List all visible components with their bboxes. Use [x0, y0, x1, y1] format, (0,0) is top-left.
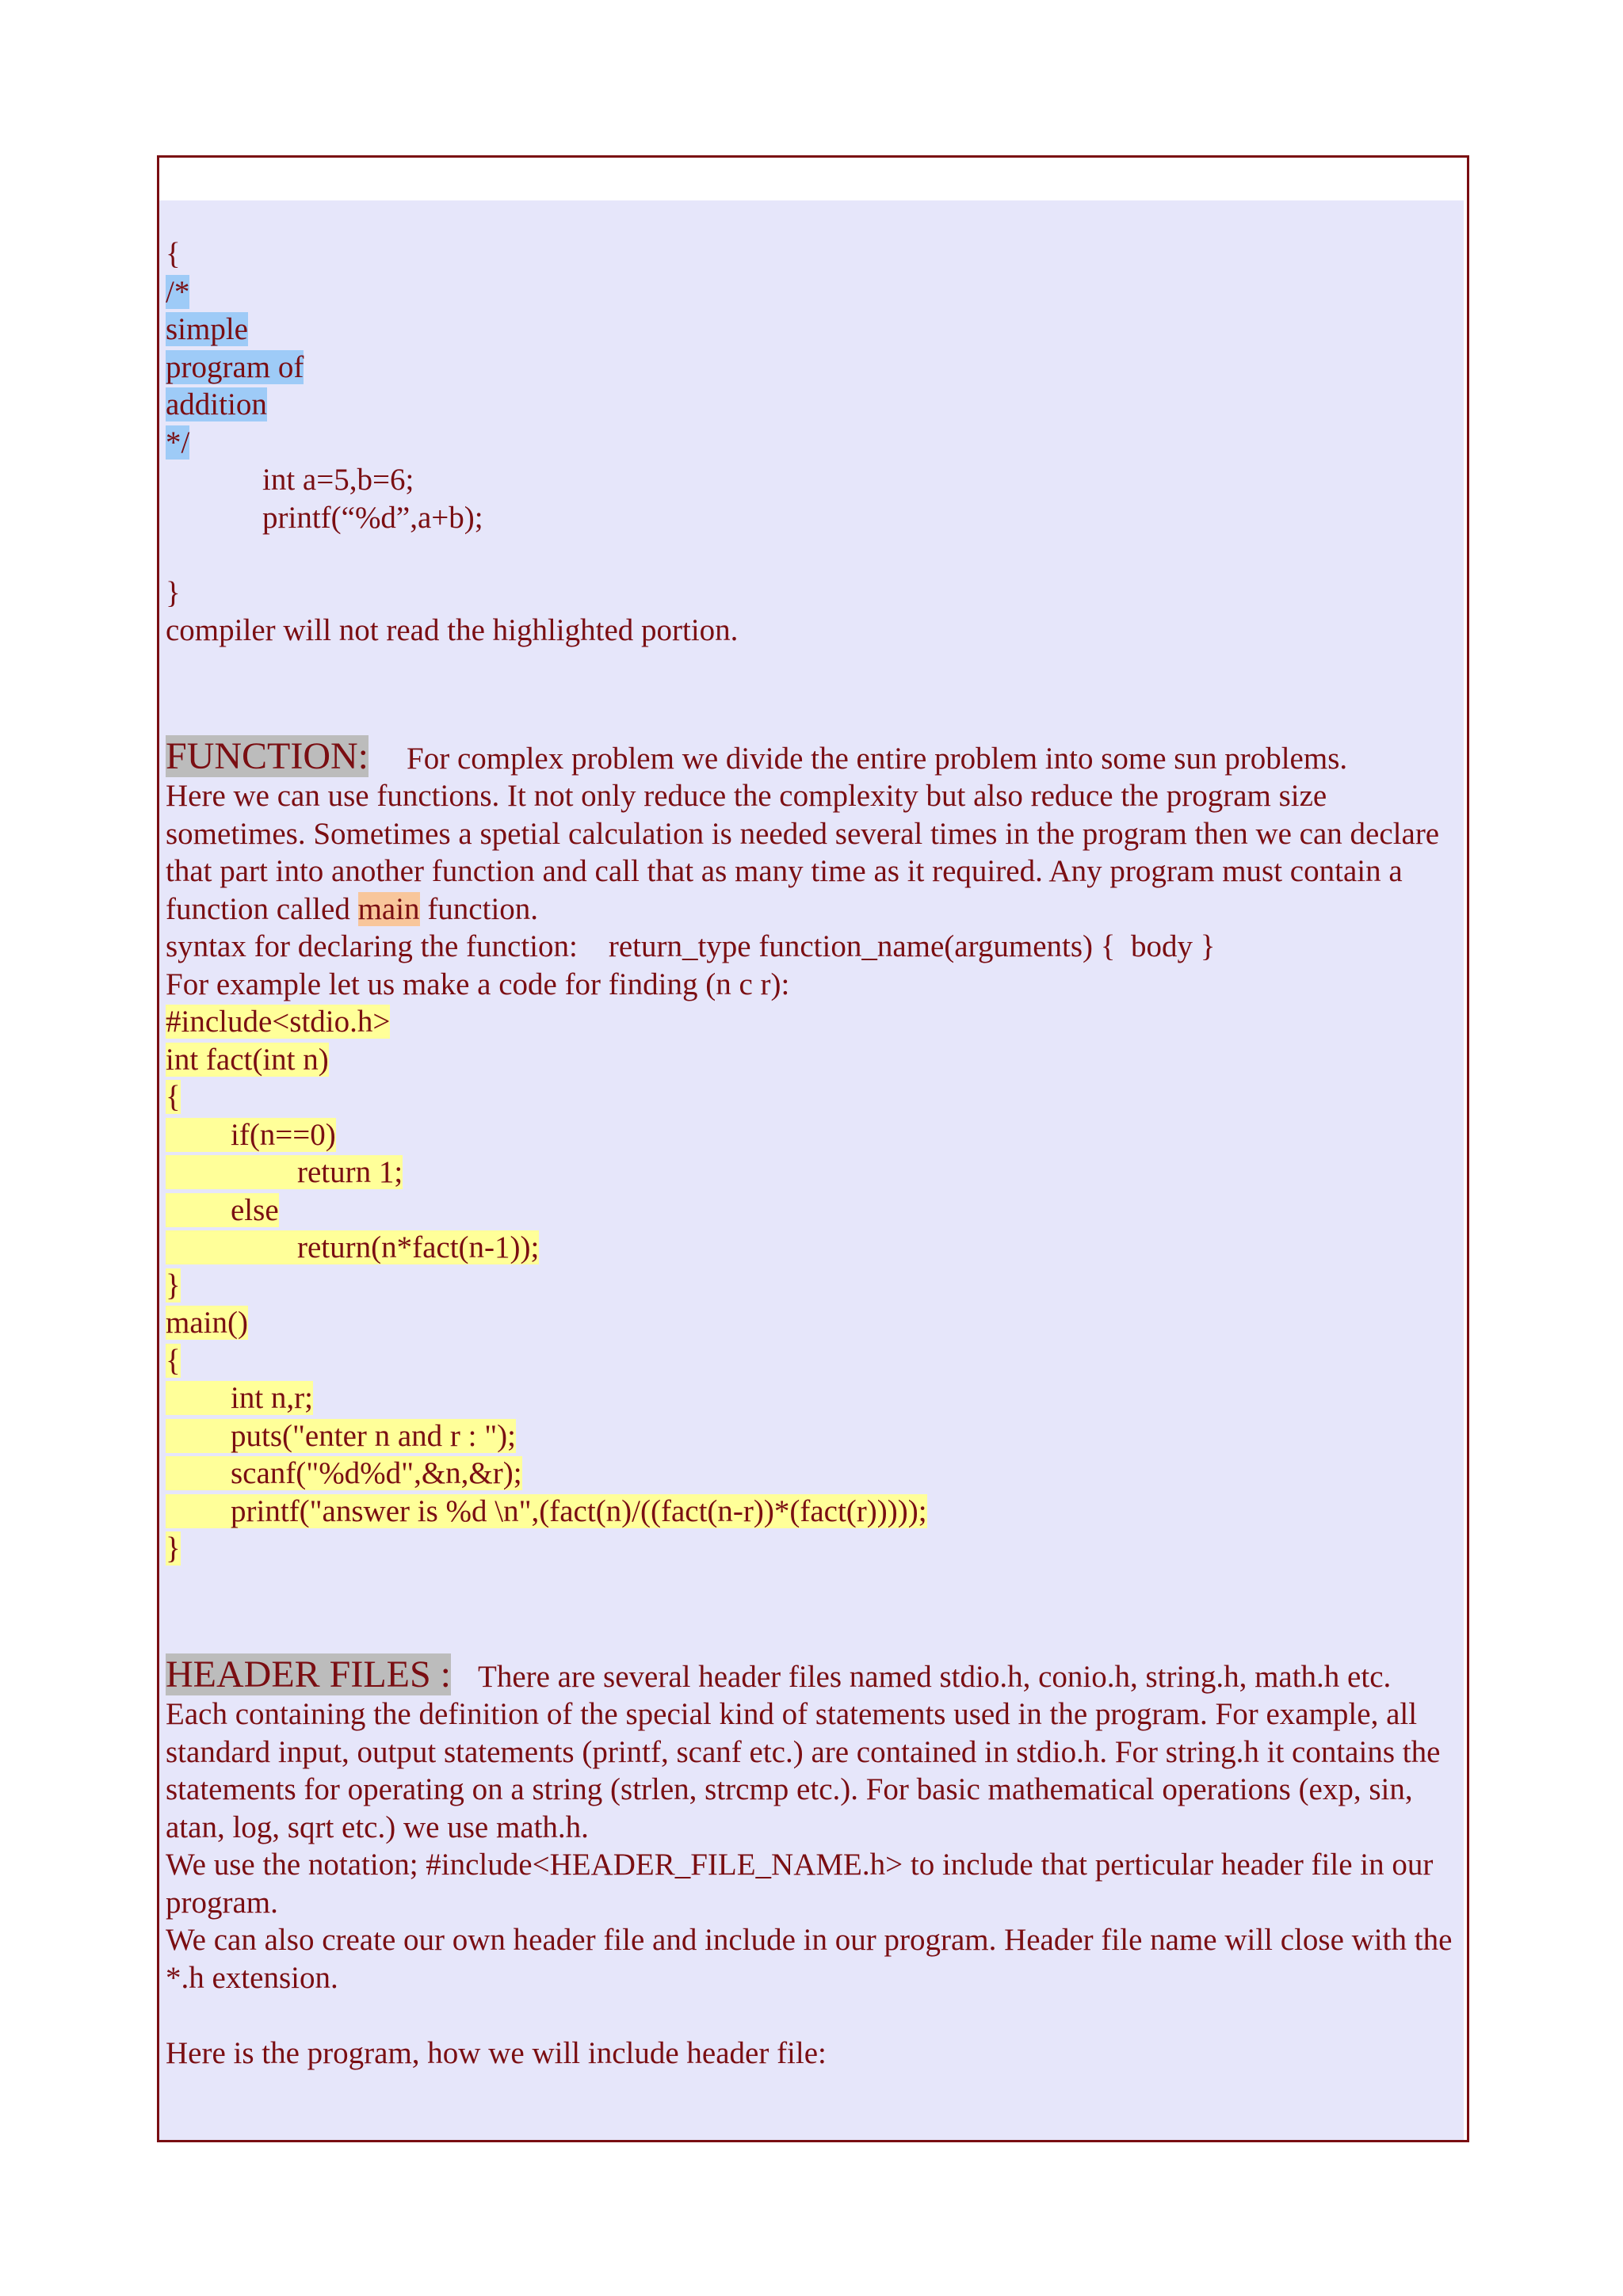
- code-line: }: [166, 1268, 181, 1302]
- code-line: int n,r;: [166, 1381, 313, 1415]
- code-line: return(n*fact(n-1));: [166, 1230, 539, 1264]
- brace-open: {: [166, 237, 181, 271]
- document-content: [159, 200, 1464, 2140]
- comment-line: program of: [166, 349, 304, 384]
- header-paragraph-3: We can also create our own header file and include in our program. Header file name will close with the *.h extension.: [166, 1923, 1453, 1995]
- function-heading: FUNCTION:: [166, 734, 369, 777]
- code-line: puts("enter n and r : ");: [166, 1419, 516, 1453]
- code-line: {: [166, 1080, 181, 1114]
- comment-note: compiler will not read the highlighted portion.: [166, 613, 739, 647]
- code-line: return 1;: [166, 1155, 403, 1189]
- header-files-heading-row: [166, 1654, 1464, 1696]
- code-line: printf(“%d”,a+b);: [262, 500, 483, 535]
- code-line: {: [166, 1343, 181, 1378]
- function-intro: For complex problem we divide the entire problem into some sun problems.: [407, 741, 1348, 776]
- page-frame: [157, 155, 1469, 2142]
- function-paragraph-end: function.: [427, 891, 539, 926]
- code-line: main(): [166, 1306, 248, 1340]
- code-line: }: [166, 1531, 181, 1566]
- comment-line: */: [166, 425, 190, 460]
- header-paragraph-1: Each containing the definition of the special kind of statements used in the program. For example, all standard input, output statements (printf, scanf etc.) are contained in stdio.h. For string.h it contains the statements for operating on a string (strlen, strcmp etc.). For basic mathematical operations (exp, sin, atan, log, sqrt etc.) we use math.h.: [166, 1697, 1441, 1844]
- header-paragraph-2: We use the notation; #include<HEADER_FILE_NAME.h> to include that perticular header file in our program.: [166, 1848, 1434, 1920]
- code-line: int a=5,b=6;: [262, 463, 414, 497]
- header-paragraph-4: Here is the program, how we will include header file:: [166, 2035, 827, 2070]
- code-line: scanf("%d%d",&n,&r);: [166, 1456, 522, 1490]
- main-keyword: main: [357, 891, 420, 926]
- code-line: #include<stdio.h>: [166, 1005, 391, 1039]
- code-line: printf("answer is %d \n",(fact(n)/((fact(n-r))*(fact(r)))));: [166, 1494, 927, 1528]
- function-paragraph: [166, 777, 1464, 928]
- function-paragraph-text: Here we can use functions. It not only reduce the complexity but also reduce the program size sometimes. Sometimes a spetial calculation is needed several times in the program then we can declare that part into another function and call that as many time as it required. Any program must contain a function called: [166, 779, 1440, 926]
- code-line: if(n==0): [166, 1118, 336, 1152]
- header-files-heading: HEADER FILES :: [166, 1653, 451, 1695]
- brace-close: }: [166, 575, 181, 610]
- function-heading-row: [166, 736, 1464, 778]
- header-files-intro: There are several header files named stdio.h, conio.h, string.h, math.h etc.: [478, 1659, 1392, 1694]
- code-line: else: [166, 1193, 279, 1227]
- comment-line: simple: [166, 312, 248, 346]
- comment-line: addition: [166, 387, 267, 421]
- code-line: int fact(int n): [166, 1042, 329, 1077]
- comment-line: /*: [166, 274, 190, 309]
- example-line: For example let us make a code for finding (n c r):: [166, 967, 790, 1001]
- syntax-line: syntax for declaring the function: return_type function_name(arguments) { body }: [166, 929, 1216, 963]
- ncr-code-block: [166, 1003, 1464, 1568]
